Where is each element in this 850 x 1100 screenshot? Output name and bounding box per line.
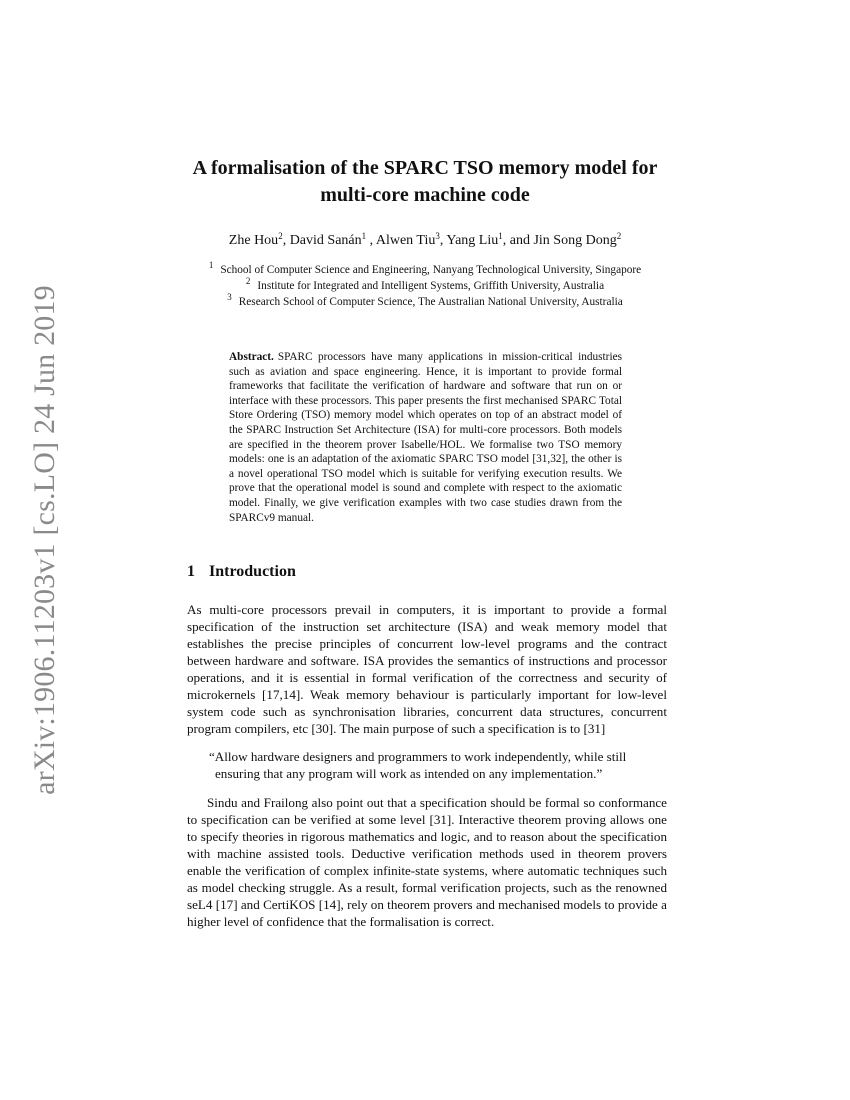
paper-title-line-2: multi-core machine code bbox=[320, 184, 530, 206]
affiliation-text: Research School of Computer Science, The Australian National University, Australia bbox=[238, 296, 623, 308]
author-name: Jin Song Dong bbox=[533, 233, 617, 248]
affiliation-number: 1 bbox=[208, 260, 214, 270]
arxiv-identifier-stamp: arXiv:1906.11203v1 [cs.LO] 24 Jun 2019 bbox=[28, 285, 61, 795]
author-affiliation-mark: 3 bbox=[435, 231, 440, 241]
intro-paragraph-2: Sindu and Frailong also point out that a specification should be formal so conformance to specification can be verified at some level [31]. Interactive theorem proving allows one to specify theories in rigorous mathematics and logic, and to reason about the specification with machine assisted tools. Deductive verification methods used in theorem provers enable the verification of complex infinite-state systems, where automatic techniques such as model checking struggle. As a result, formal verification projects, such as the renowned seL4 [17] and CertiKOS [14], rely on theorem provers and mechanised models to provide a higher level of confidence that the formalisation is correct. bbox=[187, 795, 667, 929]
abstract-block bbox=[229, 350, 622, 525]
author-affiliation-mark: 1 bbox=[498, 231, 503, 241]
affiliation-entry bbox=[150, 278, 700, 294]
paper-title-line-1: A formalisation of the SPARC TSO memory model for bbox=[192, 157, 658, 179]
section-title: Introduction bbox=[209, 563, 296, 580]
affiliation-text: School of Computer Science and Engineering, Nanyang Technological University, Singapore bbox=[220, 264, 642, 276]
affiliation-entry bbox=[150, 294, 700, 310]
paper-title bbox=[150, 155, 700, 209]
affiliation-number: 2 bbox=[245, 276, 251, 286]
abstract-text: SPARC processors have many applications in mission-critical industries such as aviation and space engineering. Hence, it is important to provide formal frameworks that facilitate the verification of hardware and software that run on or interface with these processors. This paper presents the first mechanised SPARC Total Store Ordering (TSO) memory model which operates on top of an abstract model of the SPARC Instruction Set Architecture (ISA) for multi-core processors. Both models are specified in the theorem prover Isabelle/HOL. We formalise two TSO memory models: one is an adaptation of the axiomatic SPARC TSO model [31,32], the other is a novel operational TSO model which is suitable for verifying execution results. We prove that the operational model is sound and complete with respect to the axiomatic model. Finally, we give verification examples with two case studies drawn from the SPARCv9 manual. bbox=[229, 351, 622, 524]
quote-line-1: “Allow hardware designers and programmers to work independently, while still bbox=[209, 749, 627, 764]
abstract-label: Abstract. bbox=[229, 351, 274, 363]
author-affiliation-mark: 1 bbox=[361, 231, 367, 241]
affiliation-text: Institute for Integrated and Intelligent Systems, Griffith University, Australia bbox=[257, 280, 605, 292]
author-name: David Sanán bbox=[289, 233, 362, 248]
author-separator: , and bbox=[502, 233, 534, 248]
author-separator: , bbox=[439, 233, 447, 248]
author-list bbox=[150, 232, 700, 250]
section-number: 1 bbox=[187, 563, 195, 580]
author-name: Yang Liu bbox=[446, 233, 499, 248]
block-quote bbox=[209, 748, 649, 782]
quote-line-2: ensuring that any program will work as intended on any implementation.” bbox=[215, 766, 603, 781]
author-affiliation-mark: 2 bbox=[278, 231, 283, 241]
affiliation-number: 3 bbox=[227, 292, 232, 302]
author-name: Zhe Hou bbox=[228, 233, 279, 248]
author-name: Alwen Tiu bbox=[375, 233, 436, 248]
author-separator: , bbox=[366, 233, 376, 248]
affiliation-list bbox=[150, 262, 700, 310]
author-separator: , bbox=[282, 233, 290, 248]
affiliation-entry bbox=[150, 262, 700, 278]
intro-paragraph-1: As multi-core processors prevail in computers, it is important to provide a formal specification of the instruction set architecture (ISA) and weak memory model that establishes the precise principles of concurrent low-level programs and the contract between hardware and software. ISA provides the semantics of instructions and processor operations, and it is essential in formal verification of the correctness and security of microkernels [17,14]. Weak memory behaviour is particularly important for low-level system code such as synchronisation libraries, concurrent data structures, concurrent program compilers, etc [30]. The main purpose of such a specification is to [31] bbox=[187, 602, 667, 736]
author-affiliation-mark: 2 bbox=[616, 231, 622, 241]
section-heading-introduction bbox=[187, 563, 296, 581]
